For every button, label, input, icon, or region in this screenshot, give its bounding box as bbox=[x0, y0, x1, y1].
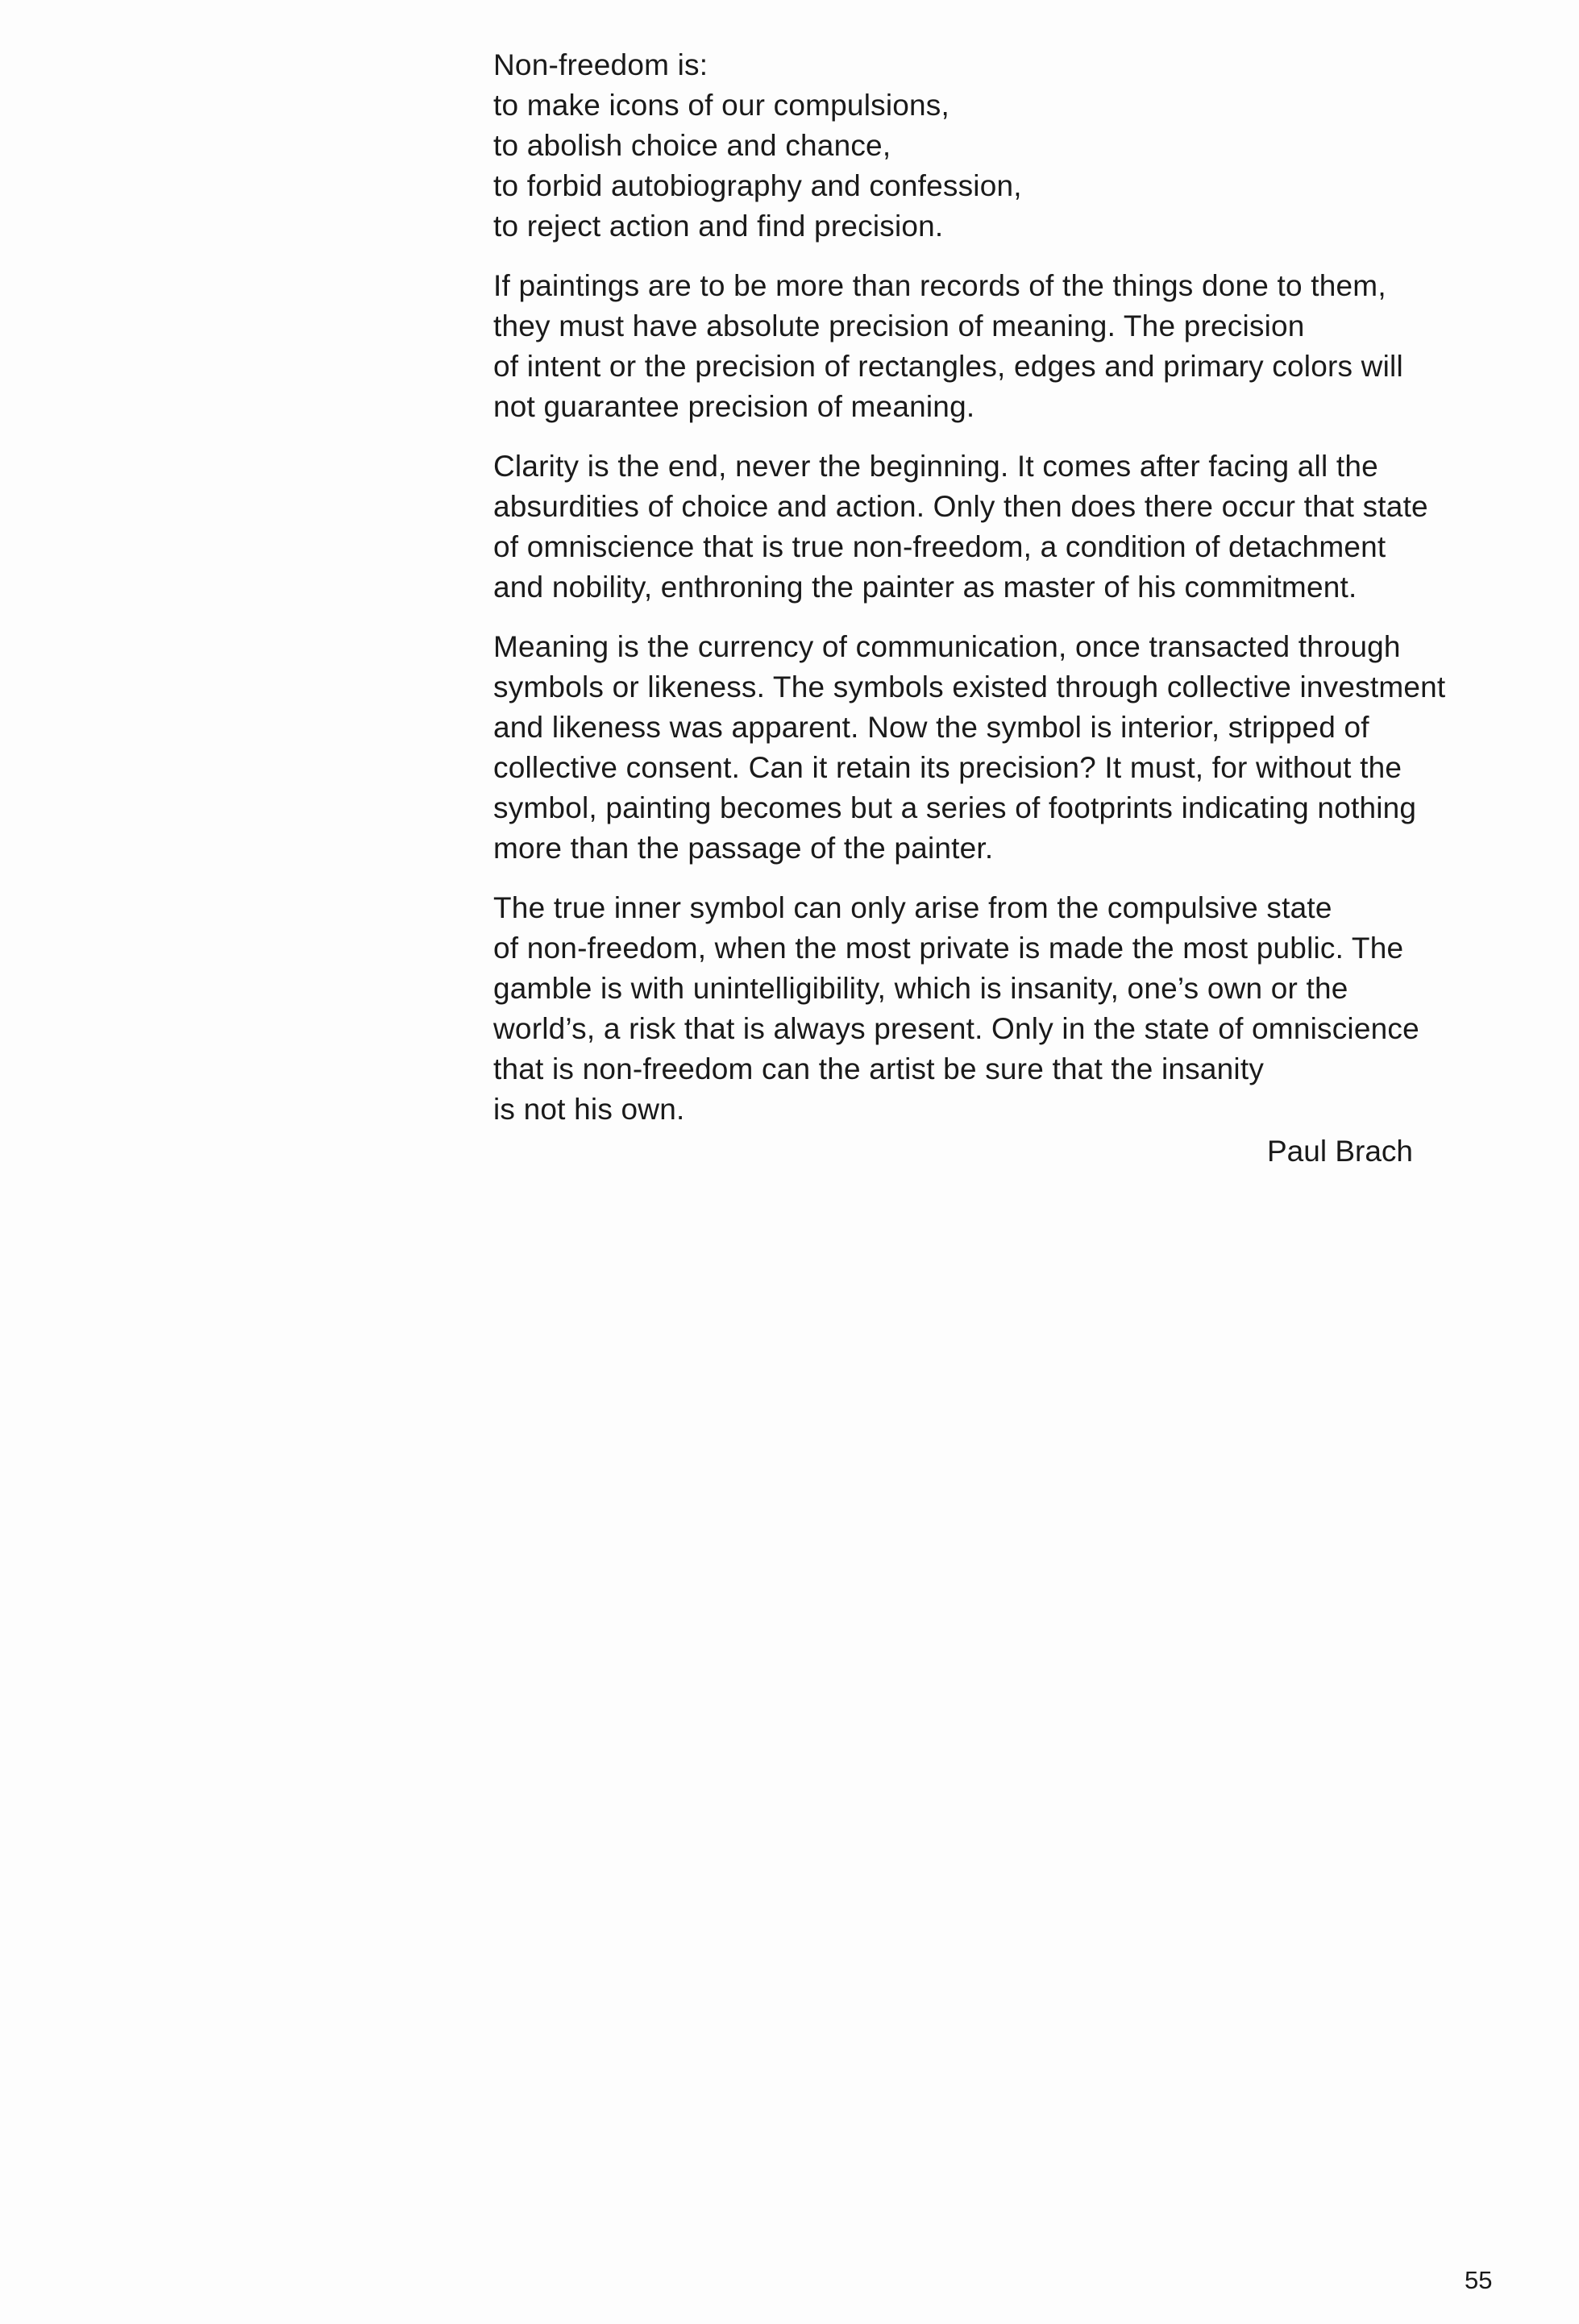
paragraph-precision bbox=[493, 266, 1493, 427]
paragraph-line: of non-freedom, when the most private is made the most public. The bbox=[493, 932, 1404, 965]
intro-line: Non-freedom is: bbox=[493, 48, 708, 81]
intro-line: to abolish choice and chance, bbox=[493, 129, 891, 162]
paragraph-line: symbol, painting becomes but a series of footprints indicating nothing bbox=[493, 791, 1417, 824]
paragraph-line: Meaning is the currency of communication, once transacted through bbox=[493, 630, 1401, 663]
author-signature: Paul Brach bbox=[1267, 1135, 1413, 1168]
paragraph-line: more than the passage of the painter. bbox=[493, 832, 994, 865]
paragraph-line: absurdities of choice and action. Only then does there occur that state bbox=[493, 490, 1428, 523]
paragraph-line: of omniscience that is true non-freedom, a condition of detachment bbox=[493, 530, 1386, 563]
paragraph-line: is not his own. bbox=[493, 1093, 685, 1126]
intro-line: to reject action and find precision. bbox=[493, 210, 944, 243]
paragraph-line: gamble is with unintelligibility, which is insanity, one’s own or the bbox=[493, 972, 1348, 1005]
paragraph-line: The true inner symbol can only arise from the compulsive state bbox=[493, 891, 1332, 924]
essay-text bbox=[493, 45, 1493, 1149]
intro-line: to forbid autobiography and confession, bbox=[493, 169, 1022, 202]
paragraph-line: world’s, a risk that is always present. Only in the state of omniscience bbox=[493, 1012, 1419, 1045]
paragraph-meaning bbox=[493, 627, 1493, 869]
paragraph-line: and likeness was apparent. Now the symbol is interior, stripped of bbox=[493, 711, 1369, 744]
intro-line: to make icons of our compulsions, bbox=[493, 89, 949, 122]
paragraph-clarity bbox=[493, 446, 1493, 608]
intro-stanza bbox=[493, 45, 1493, 247]
paragraph-line: Clarity is the end, never the beginning. It comes after facing all the bbox=[493, 450, 1378, 483]
paragraph-line: they must have absolute precision of meaning. The precision bbox=[493, 309, 1305, 342]
paragraph-line: symbols or likeness. The symbols existed through collective investment bbox=[493, 670, 1446, 703]
paragraph-line: collective consent. Can it retain its precision? It must, for without the bbox=[493, 751, 1402, 784]
paragraph-line: that is non-freedom can the artist be sure that the insanity bbox=[493, 1052, 1265, 1085]
paragraph-line: not guarantee precision of meaning. bbox=[493, 390, 975, 423]
paragraph-line: and nobility, enthroning the painter as master of his commitment. bbox=[493, 571, 1357, 604]
paragraph-line: If paintings are to be more than records of the things done to them, bbox=[493, 269, 1386, 302]
paragraph-inner-symbol bbox=[493, 888, 1493, 1130]
paragraph-line: of intent or the precision of rectangles, edges and primary colors will bbox=[493, 350, 1403, 383]
page-number: 55 bbox=[1465, 2266, 1493, 2294]
